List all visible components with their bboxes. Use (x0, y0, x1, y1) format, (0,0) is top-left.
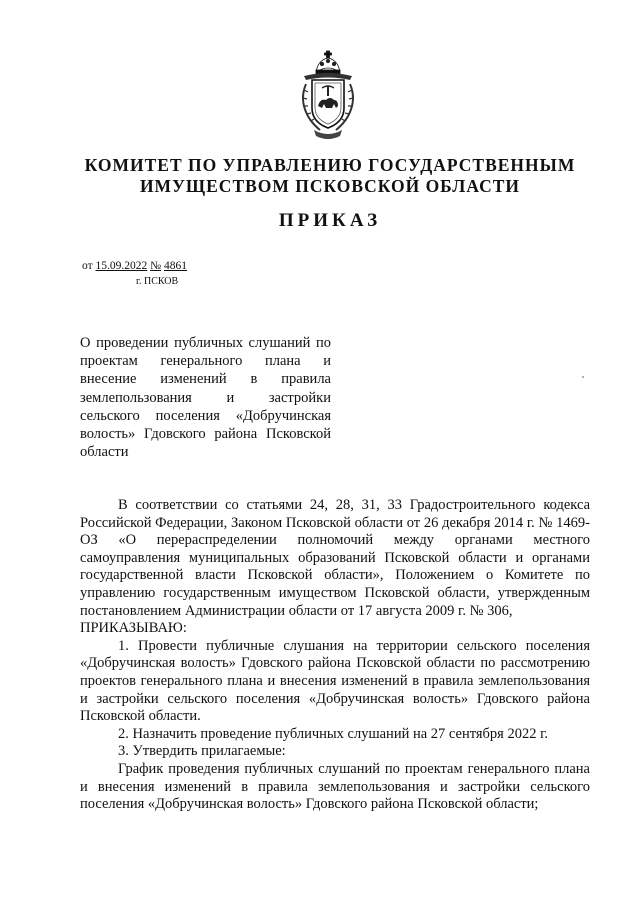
preamble-paragraph: В соответствии со статьями 24, 28, 31, 33 Градостроительного кодекса Российской Федерации, Законом Псковской области от 26 декабря 2014 г. № 1469-ОЗ «О перераспределении полномочий между органами местного самоуправления муниципальных образований Псковской области и органами государственной власти Псковской области», Положением о Комитете по управлению государственным имуществом Псковской области, утвержденным постановлением Администрации области от 17 августа 2009 г. № 306, (80, 497, 590, 619)
document-number: 4861 (163, 260, 187, 272)
order-body (80, 497, 590, 814)
city-label: г. ПСКОВ (136, 276, 179, 287)
date-number-line (82, 260, 187, 272)
document-date: 15.09.2022 (95, 260, 148, 272)
order-subject: О проведении публичных слушаний по проектам генерального плана и внесение изменений в правила землепользования и застройки сельского поселения «Добручинская волость» Гдовского района Псковской области (80, 335, 331, 461)
document-type-heading: ПРИКАЗ (278, 210, 382, 231)
order-item-3-subitem: График проведения публичных слушаний по проектам генерального плана и внесения изменений в правила землепользования и застройки сельского поселения «Добручинская волость» Гдовского района Псковской области; (80, 760, 590, 813)
date-prefix: от (82, 260, 93, 272)
scan-speck (582, 376, 584, 378)
number-prefix: № (150, 260, 162, 272)
order-item-1: 1. Провести публичные слушания на территории сельского поселения «Добручинская волость» Гдовского района Псковской области по рассмотрению проектов генерального плана и внесения изменений в правила землепользования и застройки сельского поселения «Добручинская волость» Гдовского района Псковской области. (80, 637, 590, 725)
organization-title (60, 155, 600, 197)
order-word: ПРИКАЗЫВАЮ: (80, 620, 187, 637)
organization-title-line1: КОМИТЕТ ПО УПРАВЛЕНИЮ ГОСУДАРСТВЕННЫМ (84, 155, 576, 175)
coat-of-arms-emblem (296, 50, 360, 142)
order-item-2: 2. Назначить проведение публичных слушаний на 27 сентября 2022 г. (118, 725, 549, 742)
organization-title-line2: ИМУЩЕСТВОМ ПСКОВСКОЙ ОБЛАСТИ (139, 176, 521, 196)
order-item-3: 3. Утвердить прилагаемые: (118, 743, 286, 760)
